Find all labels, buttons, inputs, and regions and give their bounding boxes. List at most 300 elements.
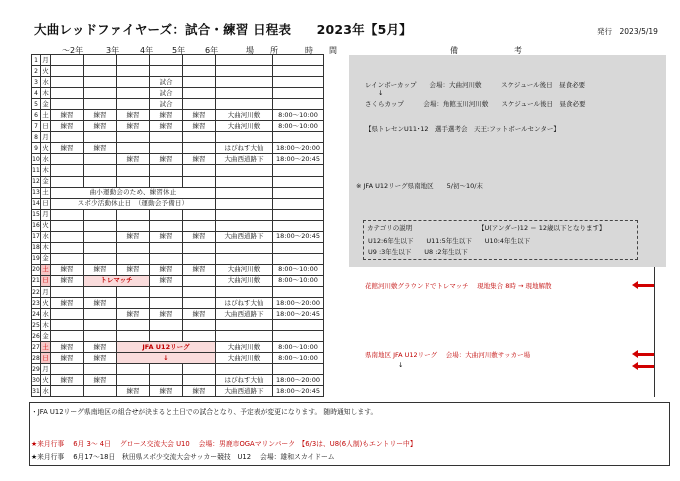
place-cell (216, 66, 273, 77)
grade-cell (183, 242, 216, 253)
category-line-2: U9 :3年生以下 U8 :2年生以下 (368, 248, 468, 256)
grade-cell (183, 165, 216, 176)
day-number: 25 (32, 320, 41, 331)
grade-cell (84, 132, 117, 143)
remarks-cell (324, 364, 655, 375)
grade-cell: 練習 (150, 121, 183, 132)
table-row (32, 298, 655, 309)
grade-cell (84, 209, 117, 220)
day-number: 11 (32, 165, 41, 176)
note-tresen: 【県トレセンU11･12 選手選考会 天王:フットボールセンター】 (365, 125, 560, 133)
grade-cell (117, 320, 150, 331)
grade-cell (51, 77, 84, 88)
place-cell (216, 176, 273, 187)
weekday: 土 (41, 264, 51, 275)
category-line-1: U12:6年生以下 U11:5年生以下 U10:4年生以下 (368, 237, 531, 245)
time-cell (273, 66, 324, 77)
weekday: 金 (41, 176, 51, 187)
time-cell: 18:00～20:45 (273, 386, 324, 397)
place-cell (216, 77, 273, 88)
category-under-note: 【U(アンダー)12 ＝ 12歳以下となります】 (478, 224, 606, 232)
place-cell: 大曲河川敷 (216, 275, 273, 286)
time-cell: 8:00～10:00 (273, 110, 324, 121)
time-cell (273, 220, 324, 231)
time-cell (273, 187, 324, 198)
grade-cell (183, 331, 216, 342)
day-number: 15 (32, 209, 41, 220)
grade-cell: 試合 (150, 88, 183, 99)
red-arrow-icon (637, 284, 654, 287)
grade-cell: 練習 (84, 375, 117, 386)
time-cell (273, 99, 324, 110)
grade-cell (51, 99, 84, 110)
grade-cell (183, 77, 216, 88)
grade-cell: 練習 (117, 154, 150, 165)
day-number: 29 (32, 364, 41, 375)
day-number: 9 (32, 143, 41, 154)
time-cell: 18:00～20:45 (273, 154, 324, 165)
grade-cell (183, 220, 216, 231)
grade-cell (84, 154, 117, 165)
grade-cell (51, 231, 84, 242)
grade-cell (84, 309, 117, 320)
grade-cell (51, 331, 84, 342)
grade-cell: 練習 (150, 309, 183, 320)
grade-cell (150, 320, 183, 331)
grade-cell (51, 55, 84, 66)
red-arrow-icon (637, 365, 654, 368)
time-cell (273, 331, 324, 342)
grade-cell (117, 242, 150, 253)
bottom-note-next-event-2: ★来月行事 6月17～18日 秋田県スポ少交流大会サッカー競技 U12 会場：雄和スカイドーム (31, 453, 335, 461)
grade-cell (183, 364, 216, 375)
grade-cell (117, 77, 150, 88)
grade-cell (150, 66, 183, 77)
weekday: 日 (41, 275, 51, 286)
note-arrow-2: ↓ (398, 361, 404, 369)
weekday: 月 (41, 364, 51, 375)
place-cell: はぴねす大仙 (216, 298, 273, 309)
category-title: カテゴリの説明 (367, 224, 413, 232)
grade-cell (117, 176, 150, 187)
header-time: 時 間 (305, 46, 337, 55)
grade-cell (183, 176, 216, 187)
grade-cell: 練習 (84, 143, 117, 154)
weekday: 木 (41, 165, 51, 176)
grade-cell (150, 209, 183, 220)
grade-cell (84, 253, 117, 264)
grade-cell (51, 386, 84, 397)
place-cell: 大曲西道路下 (216, 386, 273, 397)
event-cell: ↓ (117, 353, 216, 364)
grade-cell: 練習 (51, 110, 84, 121)
weekday: 木 (41, 320, 51, 331)
weekday: 金 (41, 99, 51, 110)
grade-cell (150, 242, 183, 253)
day-number: 17 (32, 231, 41, 242)
weekday: 土 (41, 187, 51, 198)
grade-cell (51, 220, 84, 231)
day-number: 21 (32, 275, 41, 286)
place-cell (216, 209, 273, 220)
next-event-1-entry: 【6/3は、U8(6人制)もエントリー中】 (301, 440, 417, 448)
table-row (32, 331, 655, 342)
grade-cell (150, 143, 183, 154)
day-number: 3 (32, 77, 41, 88)
time-cell: 8:00～10:00 (273, 275, 324, 286)
day-number: 22 (32, 286, 41, 297)
place-cell (216, 364, 273, 375)
place-cell: 大曲河川敷 (216, 264, 273, 275)
grade-cell: 練習 (84, 121, 117, 132)
grade-cell (150, 253, 183, 264)
grade-cell (183, 143, 216, 154)
place-cell (216, 187, 273, 198)
remarks-cell (324, 331, 655, 342)
day-number: 27 (32, 342, 41, 353)
place-cell: 大曲河川敷 (216, 110, 273, 121)
note-jfa-league: ※ JFA U12リーグ県南地区 5/初～10/末 (356, 182, 483, 190)
place-cell: はぴねす大仙 (216, 143, 273, 154)
grade-cell (150, 364, 183, 375)
weekday: 土 (41, 342, 51, 353)
grade-cell (150, 298, 183, 309)
header-place: 場 所 (246, 46, 278, 55)
grade-cell (150, 331, 183, 342)
weekday: 月 (41, 132, 51, 143)
time-cell (273, 77, 324, 88)
grade-cell (51, 309, 84, 320)
note-sakura-cup: さくらカップ 会場：角館玉川河川敷 スケジュール後日 昼食必要 (365, 100, 586, 108)
grade-cell: 練習 (183, 309, 216, 320)
grade-cell (183, 132, 216, 143)
day-number: 18 (32, 242, 41, 253)
weekday: 金 (41, 253, 51, 264)
weekday: 火 (41, 66, 51, 77)
grade-cell (117, 165, 150, 176)
weekday: 日 (41, 198, 51, 209)
grade-cell: 練習 (51, 353, 84, 364)
grade-cell (51, 209, 84, 220)
weekday: 金 (41, 331, 51, 342)
grade-cell (183, 298, 216, 309)
grade-cell: 練習 (183, 231, 216, 242)
grade-cell (117, 66, 150, 77)
grade-cell (51, 364, 84, 375)
table-row (32, 286, 655, 297)
grade-cell (183, 209, 216, 220)
header-grade3: 3年 (106, 46, 120, 55)
day-number: 13 (32, 187, 41, 198)
grade-cell: 練習 (150, 264, 183, 275)
grade-cell (84, 286, 117, 297)
time-cell (273, 176, 324, 187)
day-number: 7 (32, 121, 41, 132)
grade-cell: 練習 (183, 110, 216, 121)
time-cell: 8:00～10:00 (273, 353, 324, 364)
weekday: 月 (41, 286, 51, 297)
time-cell (273, 209, 324, 220)
grade-cell (84, 99, 117, 110)
header-grade4: 4年 (140, 46, 154, 55)
weekday: 日 (41, 121, 51, 132)
time-cell (273, 242, 324, 253)
issue-date: 発行 2023/5/19 (597, 27, 658, 36)
next-event-1-text: ★来月行事 6月 3～ 4日 グロース交流大会 U10 会場：男鹿市OGAマリンパーク (31, 440, 302, 448)
day-number: 2 (32, 66, 41, 77)
day-number: 16 (32, 220, 41, 231)
grade-cell: 練習 (150, 110, 183, 121)
grade-cell: 練習 (51, 298, 84, 309)
grade-cell (51, 320, 84, 331)
weekday: 火 (41, 143, 51, 154)
day-number: 5 (32, 99, 41, 110)
place-cell: 大曲西道路下 (216, 309, 273, 320)
grade-cell: 練習 (183, 154, 216, 165)
grade-cell (84, 364, 117, 375)
grade-cell: 試合 (150, 99, 183, 110)
note-kennan-league: 県南地区 JFA U12リーグ 会場：大曲河川敷サッカー場 (365, 351, 531, 359)
grade-cell: 練習 (150, 386, 183, 397)
header-grade5: 5年 (172, 46, 186, 55)
place-cell (216, 55, 273, 66)
grade-cell: 練習 (117, 264, 150, 275)
remarks-cell (324, 298, 655, 309)
place-cell: 大曲河川敷 (216, 342, 273, 353)
time-cell (273, 132, 324, 143)
day-number: 6 (32, 110, 41, 121)
place-cell: 大曲西道路下 (216, 231, 273, 242)
day-number: 31 (32, 386, 41, 397)
grade-cell (117, 99, 150, 110)
weekday: 水 (41, 77, 51, 88)
note-hanadate-trematch: 花館河川敷グラウンドでトレマッチ 現地集合 8時 → 現地解散 (365, 282, 552, 290)
note-rainbow-cup: レインボーカップ 会場：大曲河川敷 スケジュール後日 昼食必要 (365, 81, 586, 89)
grade-cell (51, 242, 84, 253)
grade-cell: 練習 (84, 342, 117, 353)
grade-cell (51, 165, 84, 176)
time-cell (273, 165, 324, 176)
grade-cell (84, 176, 117, 187)
grade-cell (84, 77, 117, 88)
event-cell: JFA U12リーグ (117, 342, 216, 353)
grade-cell (150, 220, 183, 231)
grade-cell (150, 132, 183, 143)
day-number: 30 (32, 375, 41, 386)
weekday: 木 (41, 242, 51, 253)
time-cell: 18:00～20:00 (273, 298, 324, 309)
grade-cell (84, 242, 117, 253)
grade-cell: 練習 (150, 154, 183, 165)
time-cell: 8:00～10:00 (273, 264, 324, 275)
table-row (32, 353, 655, 364)
grade-cell: 練習 (84, 353, 117, 364)
day-number: 24 (32, 309, 41, 320)
grade-cell: 練習 (51, 143, 84, 154)
note-arrow: ↓ (378, 89, 384, 97)
remarks-cell (324, 386, 655, 397)
time-cell: 8:00～10:00 (273, 342, 324, 353)
day-number: 26 (32, 331, 41, 342)
time-cell (273, 88, 324, 99)
remarks-cell (324, 375, 655, 386)
grade-cell (117, 209, 150, 220)
grade-cell: 練習 (117, 386, 150, 397)
weekday: 月 (41, 55, 51, 66)
header-grade2: ～2年 (62, 46, 84, 55)
grade-cell (84, 331, 117, 342)
grade-cell (183, 99, 216, 110)
time-cell: 8:00～10:00 (273, 121, 324, 132)
weekday: 月 (41, 209, 51, 220)
grade-cell (183, 253, 216, 264)
grade-cell: 練習 (51, 375, 84, 386)
grade-cell: 練習 (117, 231, 150, 242)
grade-cell (183, 66, 216, 77)
time-cell (273, 320, 324, 331)
grade-cell (117, 298, 150, 309)
grade-cell (150, 286, 183, 297)
place-cell (216, 88, 273, 99)
place-cell (216, 165, 273, 176)
place-cell (216, 320, 273, 331)
header-remarks: 備 考 (450, 46, 522, 55)
grade-cell (183, 88, 216, 99)
time-cell: 18:00～20:45 (273, 309, 324, 320)
grade-cell (84, 165, 117, 176)
grade-cell: 練習 (183, 264, 216, 275)
table-row (32, 275, 655, 286)
place-cell: 大曲河川敷 (216, 121, 273, 132)
grade-cell (117, 375, 150, 386)
event-cell: トレマッチ (84, 275, 150, 286)
grade-cell (84, 320, 117, 331)
grade-cell: 練習 (84, 264, 117, 275)
grade-cell (183, 320, 216, 331)
grade-cell: 練習 (117, 309, 150, 320)
place-cell (216, 198, 273, 209)
grade-cell (117, 364, 150, 375)
red-arrow-icon (637, 353, 654, 356)
grade-cell (84, 231, 117, 242)
weekday: 水 (41, 309, 51, 320)
table-row (32, 386, 655, 397)
grade-cell (150, 165, 183, 176)
time-cell: 18:00～20:45 (273, 231, 324, 242)
grade-cell: 練習 (183, 121, 216, 132)
grade-cell (183, 286, 216, 297)
grade-cell (183, 55, 216, 66)
time-cell (273, 364, 324, 375)
table-row (32, 342, 655, 353)
grade-cell (51, 154, 84, 165)
grade-cell (117, 286, 150, 297)
grade-cell: 練習 (51, 121, 84, 132)
grade-cell (117, 253, 150, 264)
table-row (32, 375, 655, 386)
remarks-cell (324, 309, 655, 320)
grade-cell (51, 66, 84, 77)
grade-cell (84, 386, 117, 397)
grade-cell (117, 55, 150, 66)
grade-cell (150, 55, 183, 66)
weekday: 木 (41, 88, 51, 99)
grade-cell (84, 55, 117, 66)
table-row (32, 364, 655, 375)
grade-cell: 試合 (150, 77, 183, 88)
day-number: 23 (32, 298, 41, 309)
grade-cell: 練習 (84, 298, 117, 309)
grade-cell (51, 253, 84, 264)
header-grade6: 6年 (205, 46, 219, 55)
grade-cell: 練習 (150, 275, 183, 286)
place-cell (216, 253, 273, 264)
day-number: 1 (32, 55, 41, 66)
grade-cell (117, 331, 150, 342)
grade-cell (51, 132, 84, 143)
grade-cell (51, 286, 84, 297)
grade-cell (117, 132, 150, 143)
bottom-note-next-event-1 (31, 438, 417, 448)
grade-cell (150, 176, 183, 187)
place-cell (216, 220, 273, 231)
place-cell (216, 242, 273, 253)
weekday: 水 (41, 231, 51, 242)
grade-cell (150, 375, 183, 386)
place-cell: 大曲西道路下 (216, 154, 273, 165)
time-cell (273, 55, 324, 66)
day-notice: 曲小運動会のため、練習休止 (51, 187, 216, 198)
grade-cell: 練習 (183, 386, 216, 397)
weekday: 火 (41, 298, 51, 309)
day-notice: スポ少活動休止日 （運動会予備日） (51, 198, 216, 209)
time-cell: 18:00～20:00 (273, 375, 324, 386)
place-cell (216, 331, 273, 342)
time-cell (273, 198, 324, 209)
day-number: 10 (32, 154, 41, 165)
weekday: 水 (41, 386, 51, 397)
grade-cell (117, 88, 150, 99)
time-cell (273, 286, 324, 297)
page-title: 大曲レッドファイヤーズ：試合・練習 日程表 2023年【5月】 (34, 22, 412, 37)
grade-cell (84, 220, 117, 231)
day-number: 12 (32, 176, 41, 187)
day-number: 8 (32, 132, 41, 143)
time-cell: 18:00～20:00 (273, 143, 324, 154)
grade-cell: 練習 (117, 110, 150, 121)
grade-cell: 練習 (84, 110, 117, 121)
place-cell (216, 99, 273, 110)
grade-cell (117, 220, 150, 231)
day-number: 14 (32, 198, 41, 209)
weekday: 火 (41, 220, 51, 231)
weekday: 水 (41, 154, 51, 165)
place-cell (216, 286, 273, 297)
grade-cell (51, 176, 84, 187)
grade-cell (183, 275, 216, 286)
grade-cell: 練習 (51, 275, 84, 286)
remarks-cell (324, 320, 655, 331)
place-cell: 大曲河川敷 (216, 353, 273, 364)
place-cell: はぴねす大仙 (216, 375, 273, 386)
weekday: 日 (41, 353, 51, 364)
table-row (32, 309, 655, 320)
grade-cell (117, 143, 150, 154)
day-number: 20 (32, 264, 41, 275)
day-number: 19 (32, 253, 41, 264)
place-cell (216, 132, 273, 143)
weekday: 土 (41, 110, 51, 121)
